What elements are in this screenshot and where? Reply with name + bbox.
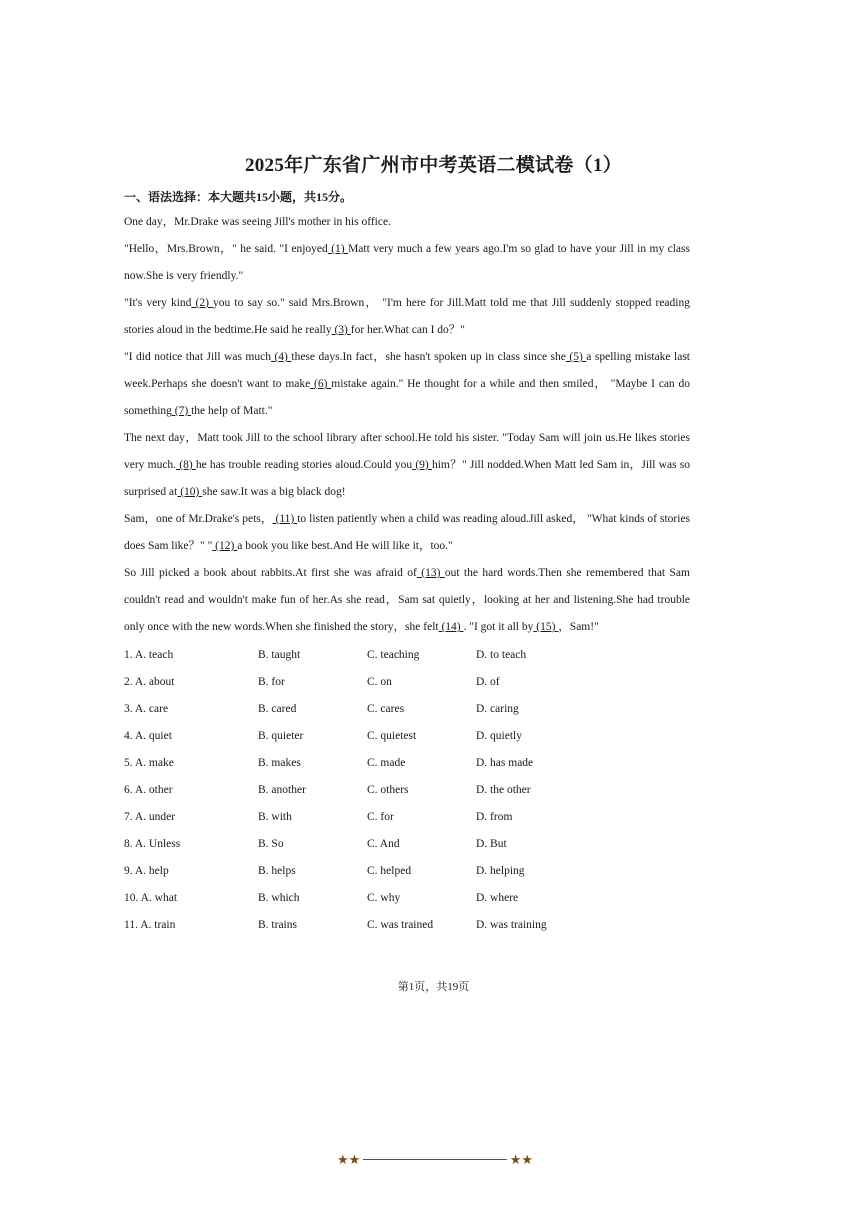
answer-options	[124, 642, 690, 939]
option-c: C. And	[367, 838, 400, 850]
blank-5: (5)	[565, 351, 587, 363]
question-row	[124, 777, 690, 804]
passage-paragraph: "Hello，Mrs.Brown，" he said. "I enjoyed (1) Matt very much a few years ago.I'm so glad to have your Jill in my class now.She is very friendly."	[124, 243, 690, 282]
blank-4: (4)	[270, 351, 292, 363]
section-heading: 一、语法选择：本大题共15小题，共15分。	[124, 190, 353, 204]
blank-10: (10)	[177, 486, 203, 498]
option-a: A. train	[140, 919, 176, 931]
star-icon: ★★	[509, 1152, 533, 1167]
question-row	[124, 696, 690, 723]
option-b: B. for	[258, 676, 285, 688]
question-row	[124, 831, 690, 858]
option-c: C. made	[367, 757, 406, 769]
option-d: D. caring	[476, 703, 519, 715]
star-icon: ★★	[337, 1152, 361, 1167]
option-a: A. about	[134, 676, 175, 688]
option-d: D. of	[476, 676, 500, 688]
blank-2: (2)	[191, 297, 214, 309]
option-d: D. where	[476, 892, 519, 904]
option-d: D. to teach	[476, 649, 527, 661]
option-a: A. under	[134, 811, 176, 823]
question-row	[124, 858, 690, 885]
question-number: 2.	[124, 676, 133, 688]
option-a: A. Unless	[134, 838, 181, 850]
blank-12: (12)	[212, 540, 238, 552]
blank-11: (11)	[272, 513, 298, 525]
question-number: 5.	[124, 757, 133, 769]
option-c: C. cares	[367, 703, 405, 715]
option-b: B. trains	[258, 919, 297, 931]
option-b: B. cared	[258, 703, 297, 715]
blank-14: (14)	[438, 621, 464, 633]
blank-13: (13)	[416, 567, 445, 579]
option-c: C. teaching	[367, 649, 420, 661]
question-row	[124, 723, 690, 750]
question-number: 1.	[124, 649, 133, 661]
question-row	[124, 750, 690, 777]
option-b: B. another	[258, 784, 306, 796]
option-b: B. with	[258, 811, 292, 823]
option-d: D. from	[476, 811, 513, 823]
option-c: C. for	[367, 811, 394, 823]
option-c: C. helped	[367, 865, 412, 877]
divider-line	[363, 1159, 507, 1160]
exam-title: 2025年广东省广州市中考英语二模试卷（1）	[244, 155, 623, 176]
question-row	[124, 642, 690, 669]
option-d: D. helping	[476, 865, 525, 877]
question-row	[124, 669, 690, 696]
option-c: C. on	[367, 676, 392, 688]
option-d: D. the other	[476, 784, 531, 796]
reading-passage	[124, 209, 690, 641]
option-c: C. others	[367, 784, 409, 796]
blank-7: (7)	[171, 405, 192, 417]
decorative-divider	[337, 1152, 533, 1168]
passage-paragraph: The next day，Matt took Jill to the school library after school.He told his sister. "Today Sam will join us.He likes stories very much. (8) he has trouble reading stories aloud.Could you (9) him？" Jill nodded.When Matt led Sam in，Jill was so surprised at (10) she saw.It was a big black dog!	[124, 432, 690, 498]
option-a: A. care	[134, 703, 169, 715]
option-a: A. what	[140, 892, 178, 904]
option-b: B. taught	[258, 649, 301, 661]
blank-1: (1)	[327, 243, 349, 255]
question-number: 9.	[124, 865, 133, 877]
question-number: 11.	[124, 919, 138, 931]
passage-paragraph: So Jill picked a book about rabbits.At first she was afraid of (13) out the hard words.Then she remembered that Sam couldn't read and wouldn't make fun of her.As she read，Sam sat quietly，looking at her and listening.She had trouble only once with the new words.When she finished the story，she felt (14) . "I got it all by (15) ，Sam!"	[124, 567, 690, 633]
blank-9: (9)	[412, 459, 432, 471]
option-a: A. quiet	[134, 730, 172, 742]
passage-paragraph: Sam，one of Mr.Drake's pets， (11) to listen patiently when a child was reading aloud.Jill asked， "What kinds of stories does Sam like？" " (12) a book you like best.And He will like it，too."	[124, 513, 691, 552]
option-b: B. quieter	[258, 730, 304, 742]
question-row	[124, 912, 690, 939]
blank-3: (3)	[331, 324, 351, 336]
passage-paragraph: One day，Mr.Drake was seeing Jill's mother in his office.	[124, 216, 391, 228]
option-b: B. So	[258, 838, 284, 850]
option-d: D. But	[476, 838, 507, 850]
option-d: D. quietly	[476, 730, 522, 742]
question-number: 7.	[124, 811, 133, 823]
option-c: C. why	[367, 892, 401, 904]
option-b: B. makes	[258, 757, 301, 769]
question-number: 4.	[124, 730, 133, 742]
question-row	[124, 804, 690, 831]
passage-paragraph: "I did notice that Jill was much (4) these days.In fact，she hasn't spoken up in class since she (5) a spelling mistake last week.Perhaps she doesn't want to make (6) mistake again." He thought for a while and then smiled， "Maybe I can do something (7) the help of Matt."	[124, 351, 690, 417]
option-d: D. was training	[476, 919, 547, 931]
option-c: C. quietest	[367, 730, 417, 742]
blank-6: (6)	[310, 378, 332, 390]
question-number: 6.	[124, 784, 133, 796]
option-d: D. has made	[476, 757, 534, 769]
option-a: A. help	[134, 865, 169, 877]
blank-8: (8)	[176, 459, 196, 471]
option-a: A. make	[134, 757, 174, 769]
question-row	[124, 885, 690, 912]
blank-15: (15)	[533, 621, 559, 633]
question-number: 3.	[124, 703, 133, 715]
option-b: B. helps	[258, 865, 296, 877]
question-number: 10.	[124, 892, 139, 904]
question-number: 8.	[124, 838, 133, 850]
option-a: A. teach	[134, 649, 174, 661]
option-b: B. which	[258, 892, 300, 904]
option-a: A. other	[134, 784, 173, 796]
option-c: C. was trained	[367, 919, 434, 931]
page-number: 第1页，共19页	[397, 981, 470, 993]
passage-paragraph: "It's very kind (2) you to say so." said Mrs.Brown， "I'm here for Jill.Matt told me that Jill suddenly stopped reading stories aloud in the bedtime.He said he really (3) for her.What can I do？"	[124, 297, 690, 336]
